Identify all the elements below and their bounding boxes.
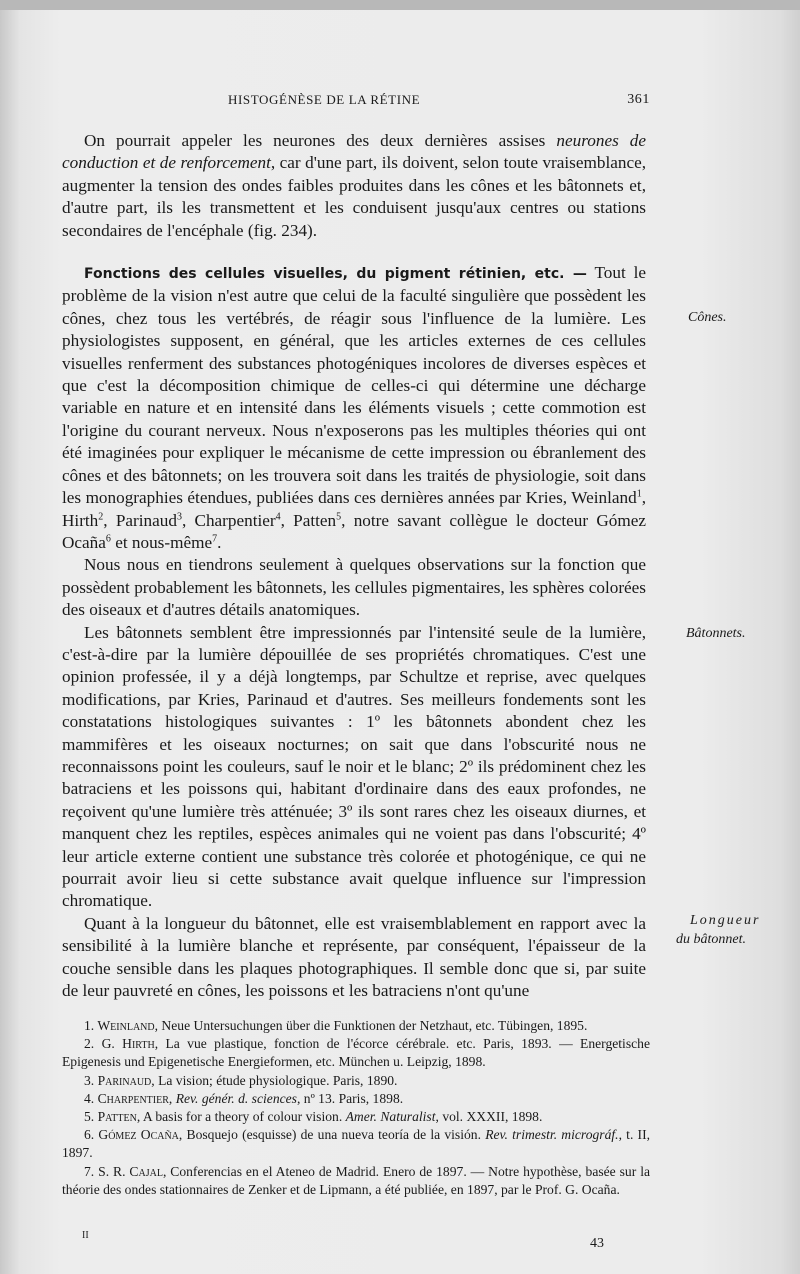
author: 2. G. Hirth: [84, 1036, 155, 1052]
text-run: , Bosquejo (esquisse) de una nueva teoría de la visión.: [178, 1127, 486, 1143]
text-run: , Patten: [280, 510, 337, 530]
margin-note-cones: Cônes.: [688, 310, 727, 325]
text-run: , Charpentier: [181, 510, 276, 530]
italic-run: neurones de conduction et de renforcement: [62, 131, 647, 173]
text-run: , La vue plastique, fonction de l'écorce cérébrale. etc. Paris, 1893. — Energetische Epigenesis und Epigenetische Energieformen, etc. München u. Leipzig, 1898.: [62, 1036, 650, 1070]
author: 3. Parinaud: [84, 1072, 152, 1088]
text-run: , t. II, 1897.: [62, 1127, 651, 1161]
section-lead: Fonctions des cellules visuelles, du pigment rétinien, etc. —: [84, 266, 587, 283]
footnotes: [62, 1017, 650, 1199]
footnote-ref: 2: [98, 510, 104, 522]
footnote-ref: 5: [336, 510, 342, 522]
signature-mark: II: [82, 1230, 89, 1241]
running-title: HISTOGÉNÈSE DE LA RÉTINE: [228, 92, 421, 107]
footnote-1: [62, 1017, 650, 1035]
footnote-7: [62, 1163, 650, 1199]
text-run: , nº 13. Paris, 1898.: [296, 1090, 404, 1106]
text-run: On pourrait appeler les neurones des deux dernières assises: [84, 131, 557, 150]
footnote-2: [62, 1035, 650, 1071]
paragraph-4: Les bâtonnets semblent être impressionnés par l'intensité seule de la lumière, c'est-à-dire par la lumière dépouillée de ses propriétés chromatiques. C'est une opinion professée, il y a déjà longtemps, par Schultze et reprise, avec quelques modifications, par Kries, Parinaud et d'autres. Ses meilleurs fondements sont les constatations histologiques suivantes : 1º les bâtonnets abondent chez les mammifères et les oiseaux nocturnes; on sait que dans l'obscurité nous ne reconnaissons point les couleurs, sauf le noir et le blanc; 2º ils prédominent chez les batraciens et les poissons qui, habitant d'ordinaire dans des eaux profondes, ne reçoivent qu'une lumière très atténuée; 3º ils sont rares chez les oiseaux diurnes, et manquent chez les reptiles, espèces animales qui ne voient pas dans l'obscurité; 4º leur article externe contient une substance très colorée et photogénique, ce qui ne pourrait avoir lieu si cette substance avait quelque influence sur l'impression chromatique.: [62, 622, 646, 911]
text-run: , notre savant collègue le docteur Gómez Ocaña: [62, 510, 646, 552]
paragraph-1: [62, 130, 646, 242]
text-run: ,: [168, 1090, 176, 1106]
italic-run: Rev. génér. d. sciences: [175, 1090, 297, 1106]
text-run: , Hirth: [62, 488, 646, 530]
author: 4. Charpentier: [84, 1090, 169, 1106]
page-number: 361: [627, 92, 650, 107]
text-run: Tout le problème de la vision n'est autre que celui de la faculté singulière que possèdent les cônes, chez tous les vertébrés, de réagir sous l'influence de la lumière. Les physiologistes supposent, en général, que les articles externes de ces cellules visuelles renferment des substances photogéniques incolores de diverses espèces et que c'est la décomposition chimique de celles-ci qui détermine une décharge variable en nature et en intensité dans les éléments visuels ; cette commotion est l'origine du courant nerveux. Nous n'exposerons pas les multiples théories qui ont été imaginées pour expliquer le mécanisme de cette impression ou ébranlement des cônes et des bâtonnets; on les trouvera soit dans les traités de physiologie, soit dans les monographies étendues, publiées dans ces dernières années par Kries, Weinland: [62, 263, 646, 508]
footnote-4: [62, 1090, 650, 1108]
text-run: , Neue Untersuchungen über die Funktionen der Netzhaut, etc. Tübingen, 1895.: [154, 1018, 588, 1033]
footnote-5: [62, 1108, 650, 1126]
paragraph-5: Quant à la longueur du bâtonnet, elle est vraisemblablement en rapport avec la sensibilité à la lumière blanche et représente, par conséquent, l'épaisseur de la couche sensible dans les plaques photographiques. Il semble donc que si, par suite de leur pauvreté en cônes, les poissons et les batraciens n'ont qu'une: [62, 913, 646, 1001]
footnote-ref: 3: [176, 510, 182, 522]
footnote-ref: 7: [212, 533, 218, 545]
italic-run: Rev. trimestr. micrográf.: [485, 1127, 619, 1143]
italic-run: Amer. Naturalist: [345, 1109, 436, 1125]
author: 7. S. R. Cajal: [84, 1163, 163, 1179]
text-run: , vol. XXXII, 1898.: [435, 1109, 543, 1125]
footnote-6: [62, 1126, 650, 1162]
paragraph-3: Nous nous en tiendrons seulement à quelques observations sur la fonction que possèdent probablement les bâtonnets, les cellules pigmentaires, les sphères colorées des oiseaux et d'autres détails anatomiques.: [62, 555, 646, 620]
footnote-3: [62, 1072, 650, 1090]
text-run: , A basis for a theory of colour vision.: [136, 1109, 346, 1125]
author: 6. Gómez Ocaña: [84, 1127, 179, 1143]
main-text: [62, 130, 646, 1002]
text-run: , La vision; étude physiologique. Paris, 1890.: [151, 1072, 398, 1088]
author: 5. Patten: [84, 1109, 137, 1125]
text-run: et nous-même: [110, 532, 213, 552]
footnote-ref: 1: [636, 488, 642, 500]
text-run: .: [217, 532, 222, 552]
footnote-ref: 6: [105, 533, 111, 545]
text-run: , car d'une part, ils doivent, selon toute vraisemblance, augmenter la tension des ondes faibles produites dans les cônes et les bâtonnets et, d'autre part, ils les transmettent et les conduisent jusqu'aux centres ou stations secondaires de l'encéphale (fig. 234).: [62, 153, 647, 240]
paragraph-2: [62, 262, 646, 554]
text-run: , Conferencias en el Ateneo de Madrid. Enero de 1897. — Notre hypothèse, basée sur la théorie des ondes stationnaires de Zenker et de Lipmann, a été publiée, en 1897, par le Prof. G. Ocaña.: [62, 1163, 650, 1197]
folio-number: 43: [590, 1236, 604, 1251]
text-run: , Parinaud: [103, 510, 177, 530]
footnote-ref: 4: [275, 510, 281, 522]
margin-note-longueur-line1: Longueur: [690, 913, 761, 928]
author: 1. Weinland: [84, 1018, 155, 1033]
margin-note-batonnets: Bâtonnets.: [686, 626, 746, 641]
margin-note-longueur-line2: du bâtonnet.: [676, 932, 746, 947]
